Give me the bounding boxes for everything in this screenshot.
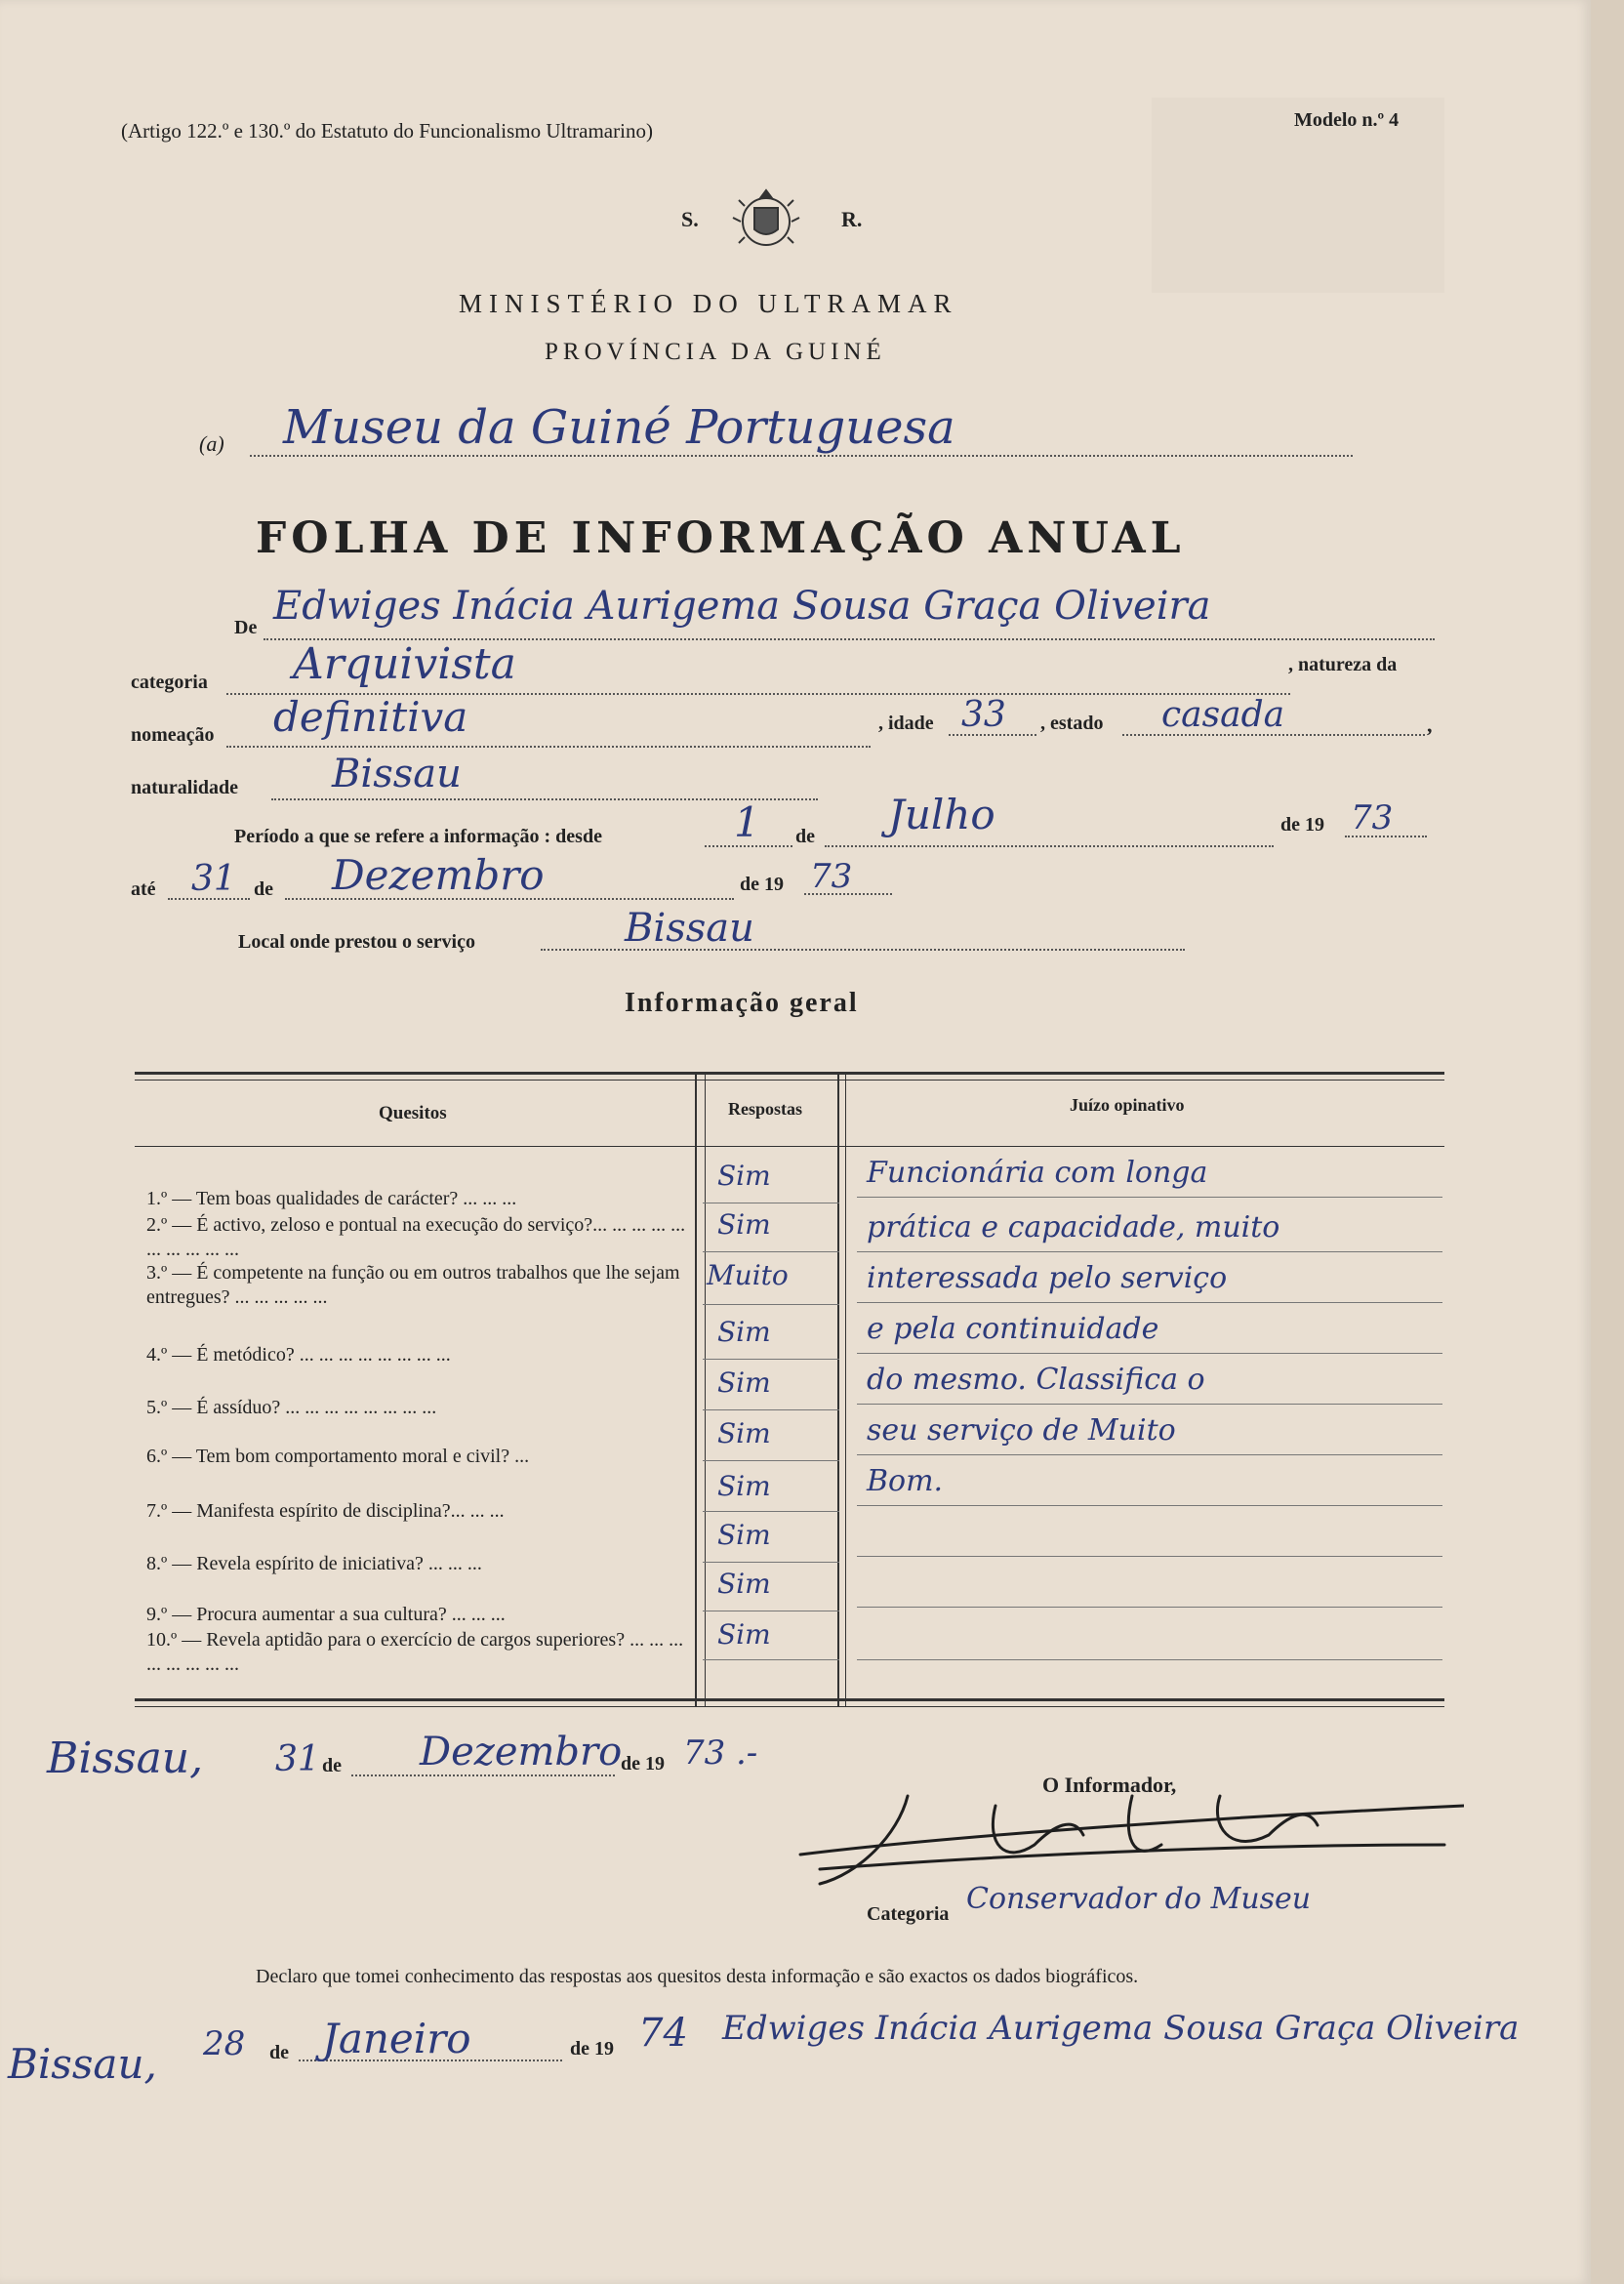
sign-de2: de 19	[621, 1753, 665, 1774]
question-2: 2.º — É activo, zeloso e pontual na execução do serviço?... ... ... ... ... ... ... ... ... ...	[146, 1214, 686, 1260]
province-name: PROVÍNCIA DA GUINÉ	[545, 339, 886, 365]
form-title: FOLHA DE INFORMAÇÃO ANUAL	[256, 513, 1186, 563]
col-divider-2b	[845, 1072, 846, 1706]
question-7: 7.º — Manifesta espírito de disciplina?... ... ...	[146, 1500, 505, 1522]
answer-rule-2	[703, 1251, 839, 1252]
nomeacao-handwritten: definitiva	[273, 693, 468, 741]
table-bottom-rule-2	[135, 1706, 1444, 1707]
decl-year-handwritten: 74	[638, 2011, 688, 2056]
answer-rule-5	[703, 1409, 839, 1410]
question-3: 3.º — É competente na função ou em outros trabalhos que lhe sejam entregues? ... ... ... ... ...	[146, 1262, 680, 1308]
periodo-year-handwritten: 73	[1351, 798, 1394, 837]
idade-handwritten: 33	[961, 695, 1006, 735]
ate-de19-label: de 19	[740, 874, 784, 895]
opinion-line-7: Bom.	[867, 1464, 944, 1498]
col-header-juizo: Juízo opinativo	[1070, 1095, 1185, 1115]
section-title: Informação geral	[625, 988, 859, 1018]
opinion-line-6: seu serviço de Muito	[867, 1413, 1176, 1448]
opinion-line-4: e pela continuidade	[867, 1312, 1159, 1346]
ate-month-handwritten: Dezembro	[332, 851, 545, 899]
opinion-line-2: prática e capacidade, muito	[867, 1210, 1280, 1244]
opinion-rule-3	[857, 1302, 1442, 1303]
ministry-name: MINISTÉRIO DO ULTRAMAR	[459, 289, 958, 318]
declaration-text: Declaro que tomei conhecimento das respostas aos quesitos desta informação e são exactos os dados biográficos.	[256, 1966, 1139, 1987]
question-4: 4.º — É metódico? ... ... ... ... ... ... ... ...	[146, 1344, 451, 1366]
periodo-de19-label: de 19	[1280, 814, 1324, 836]
col-divider-1	[695, 1072, 697, 1706]
de-label: De	[234, 617, 258, 638]
decl-signature-handwritten: Edwiges Inácia Aurigema Sousa Graça Oliveira	[722, 2009, 1520, 2048]
opinion-rule-6	[857, 1454, 1442, 1455]
employee-name-handwritten: Edwiges Inácia Aurigema Sousa Graça Oliveira	[273, 584, 1211, 629]
categoria-label: categoria	[131, 672, 208, 693]
question-8: 8.º — Revela espírito de iniciativa? ... ... ...	[146, 1553, 482, 1574]
answer-3: Muito	[707, 1259, 789, 1291]
natureza-label: , natureza da	[1288, 654, 1398, 675]
opinion-rule-10	[857, 1659, 1442, 1660]
col-header-respostas: Respostas	[728, 1099, 803, 1119]
article-reference: (Artigo 122.º e 130.º do Estatuto do Funcionalismo Ultramarino)	[121, 119, 653, 143]
idade-label: , idade	[878, 713, 934, 734]
header-bottom-rule	[135, 1146, 1444, 1147]
answer-rule-7	[703, 1511, 839, 1512]
a-label: (a)	[199, 431, 224, 456]
table-top-rule-2	[135, 1080, 1444, 1081]
model-number: Modelo n.º 4	[1294, 109, 1400, 131]
answer-rule-10	[703, 1659, 839, 1660]
nomeacao-label: nomeação	[131, 724, 215, 746]
ate-day-handwritten: 31	[191, 859, 236, 899]
answer-rule-3	[703, 1304, 839, 1305]
answer-10: Sim	[717, 1618, 771, 1651]
opinion-rule-9	[857, 1607, 1442, 1608]
answer-4: Sim	[717, 1316, 771, 1348]
answer-rule-6	[703, 1460, 839, 1461]
local-label: Local onde prestou o serviço	[238, 931, 475, 953]
ate-year-handwritten: 73	[810, 857, 853, 896]
periodo-month-dotted-line	[825, 845, 1274, 847]
estado-label: , estado	[1040, 713, 1104, 734]
opinion-rule-7	[857, 1505, 1442, 1506]
informador-categoria-handwritten: Conservador do Museu	[966, 1882, 1312, 1916]
periodo-de-word: de	[795, 826, 815, 847]
decl-de1: de	[269, 2042, 289, 2063]
ate-label: até	[131, 878, 156, 900]
sign-month-handwritten: Dezembro	[420, 1730, 623, 1774]
answer-7: Sim	[717, 1470, 771, 1502]
opinion-line-5: do mesmo. Classifica o	[867, 1363, 1205, 1397]
opinion-rule-1	[857, 1197, 1442, 1198]
opinion-rule-8	[857, 1556, 1442, 1557]
local-handwritten: Bissau	[625, 906, 754, 951]
naturalidade-handwritten: Bissau	[332, 752, 462, 796]
r-letter: R.	[841, 207, 863, 231]
question-5: 5.º — É assíduo? ... ... ... ... ... ... ... ...	[146, 1397, 437, 1418]
sign-place-handwritten: Bissau,	[47, 1733, 204, 1783]
answer-9: Sim	[717, 1568, 771, 1600]
answer-5: Sim	[717, 1366, 771, 1399]
categoria-handwritten: Arquivista	[293, 639, 516, 689]
ate-de-word: de	[254, 878, 273, 900]
answer-6: Sim	[717, 1417, 771, 1449]
estado-handwritten: casada	[1161, 695, 1285, 735]
col-header-quesitos: Quesitos	[379, 1103, 447, 1123]
decl-de2: de 19	[570, 2038, 614, 2060]
opinion-rule-2	[857, 1251, 1442, 1252]
periodo-label: Período a que se refere a informação : desde	[234, 826, 602, 847]
sign-month-dotted-line	[351, 1774, 615, 1776]
naturalidade-label: naturalidade	[131, 777, 239, 798]
coat-of-arms-icon	[727, 181, 805, 259]
question-9: 9.º — Procura aumentar a sua cultura? ... ... ...	[146, 1604, 506, 1625]
question-10: 10.º — Revela aptidão para o exercício de cargos superiores? ... ... ... ... ... ... ... ...	[146, 1629, 684, 1675]
sign-de1: de	[322, 1755, 342, 1776]
periodo-month-handwritten: Julho	[888, 791, 995, 838]
question-1: 1.º — Tem boas qualidades de carácter? ... ... ...	[146, 1188, 517, 1209]
a-dotted-line	[250, 455, 1353, 457]
nomeacao-dotted-line	[226, 746, 871, 748]
answer-rule-4	[703, 1359, 839, 1360]
estado-comma: ,	[1427, 713, 1433, 737]
opinion-line-3: interessada pelo serviço	[867, 1261, 1228, 1295]
opinion-line-1: Funcionária com longa	[867, 1156, 1208, 1190]
sign-year-handwritten: 73	[683, 1733, 726, 1773]
question-6: 6.º — Tem bom comportamento moral e civil? ...	[146, 1446, 530, 1467]
periodo-day-handwritten: 1	[734, 798, 760, 846]
informador-label: O Informador,	[1042, 1773, 1177, 1797]
answer-2: Sim	[717, 1208, 771, 1241]
decl-place-handwritten: Bissau,	[8, 2040, 157, 2088]
table-bottom-rule	[135, 1698, 1444, 1701]
decl-day-handwritten: 28	[203, 2024, 246, 2063]
answer-rule-8	[703, 1562, 839, 1563]
informador-categoria-label: Categoria	[867, 1903, 950, 1925]
opinion-rule-4	[857, 1353, 1442, 1354]
sign-day-handwritten: 31	[275, 1739, 320, 1779]
institution-handwritten: Museu da Guiné Portuguesa	[283, 400, 955, 455]
opinion-rule-5	[857, 1404, 1442, 1405]
answer-8: Sim	[717, 1519, 771, 1551]
sign-dash: .-	[736, 1733, 758, 1773]
table-top-rule	[135, 1072, 1444, 1075]
decl-month-handwritten: Janeiro	[322, 2015, 471, 2062]
s-letter: S.	[681, 207, 699, 231]
answer-1: Sim	[717, 1160, 771, 1192]
